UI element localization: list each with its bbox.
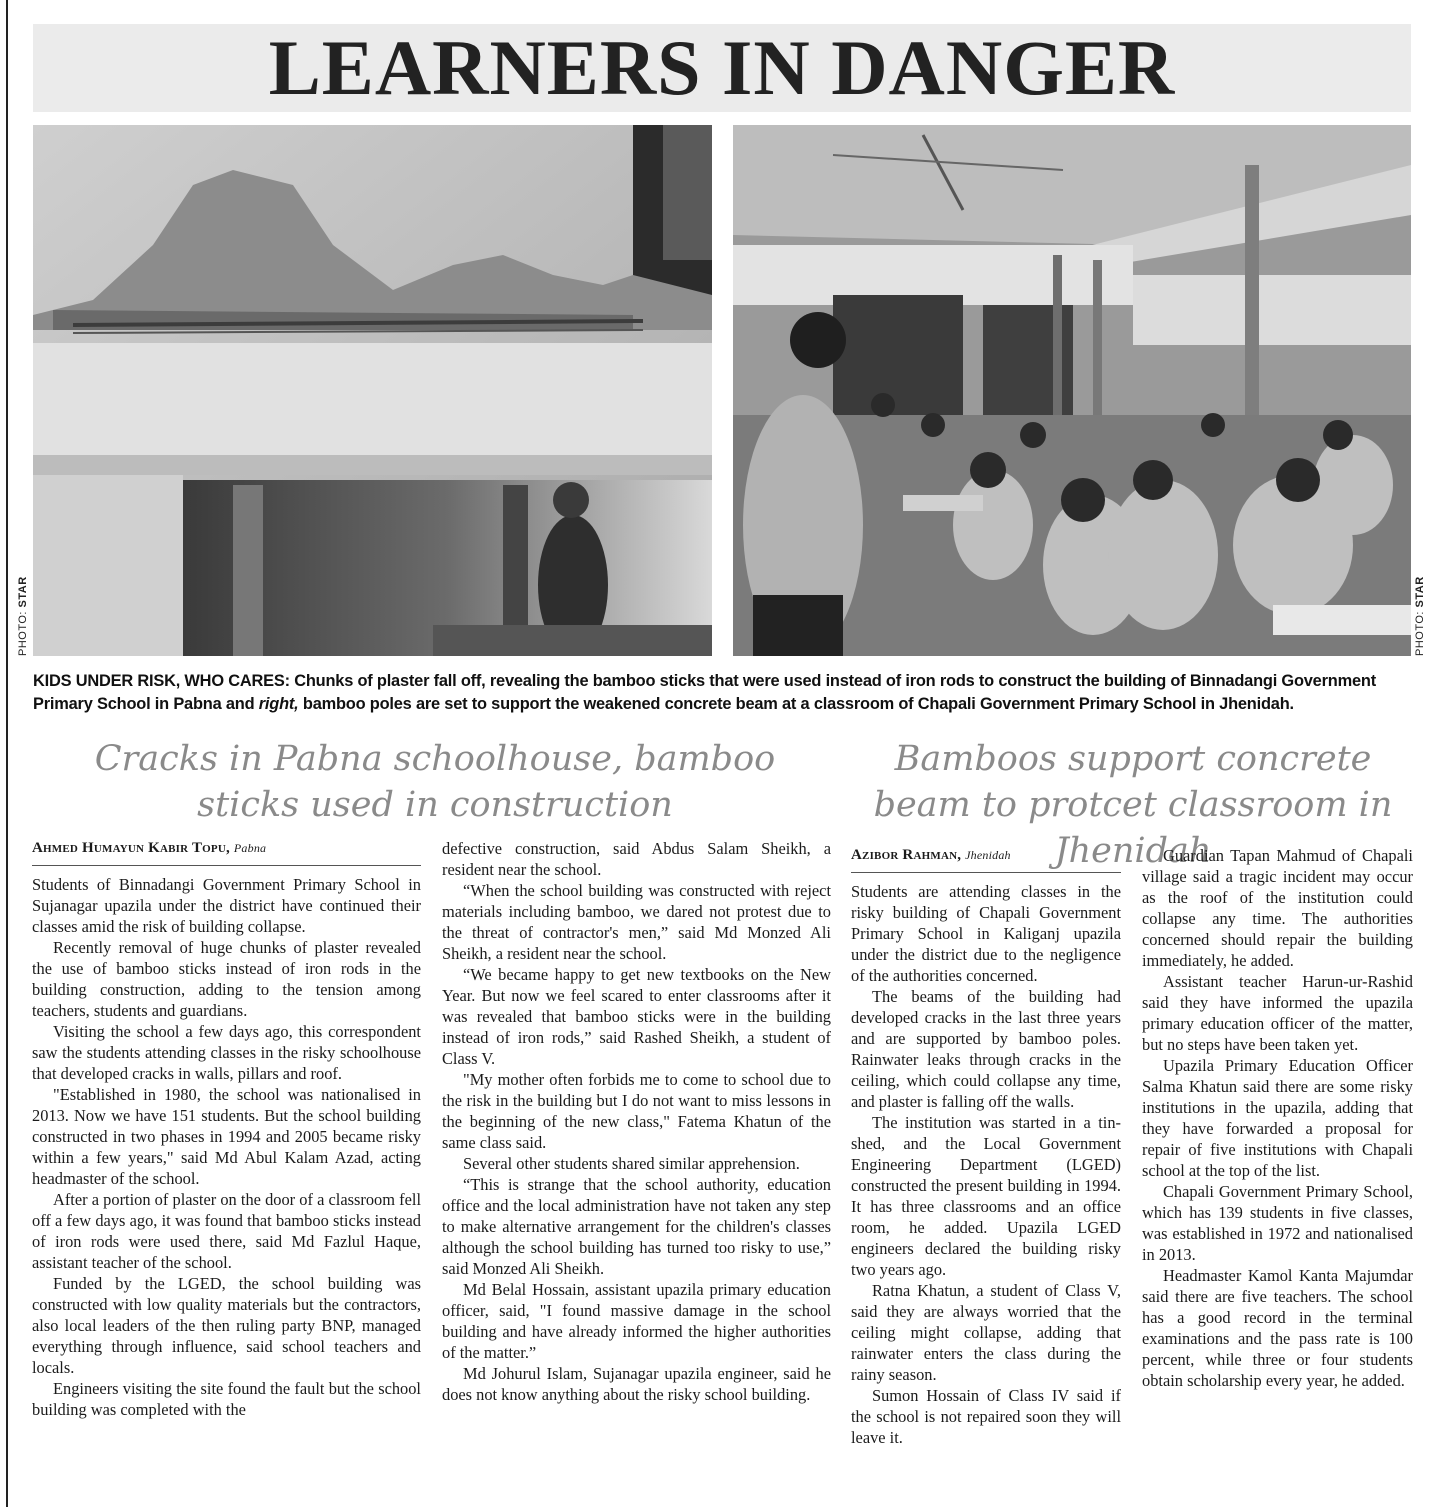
page-left-rule [6,0,8,1507]
story-jhenidah-column-2 [1142,845,1413,1507]
photo-caption [33,670,1413,716]
paragraph: The beams of the building had developed cracks in the last three years and are supported by bamboo poles. Rainwater leaks through cracks in the ceiling, which could collapse any time, and plaster is falling off the walls. [851,987,1121,1111]
photo-credit-prefix: PHOTO: [1414,611,1426,656]
paragraph: “We became happy to get new textbooks on the New Year. But now we feel scared to enter classrooms after it was revealed that bamboo sticks were in the building instead of iron rods,” said Rashed Sheikh, a student of Class V. [442,965,831,1068]
paragraph: Upazila Primary Education Officer Salma Khatun said there are some risky institutions in the upazila, adding that they have forwarded a proposal for repair of five institutions with Chapali school at the top of the list. [1142,1056,1413,1180]
caption-italic: right, [258,695,299,713]
byline-pabna [32,838,421,866]
paragraph: Chapali Government Primary School, which has 139 students in five classes, was established in 1972 and nationalised in 2013. [1142,1182,1413,1264]
paragraph: Guardian Tapan Mahmud of Chapali village said a tragic incident may occur as the roof of the institution could collapse any time. The authorities concerned should repair the building immediately, he added. [1142,846,1413,970]
photo-cracked-plaster [33,125,712,656]
paragraph: “When the school building was constructed with reject materials including bamboo, we dared not protest due to the threat of contractor's men,” said Md Monzed Ali Sheikh, a resident near the school. [442,881,831,963]
paragraph: Ratna Khatun, a student of Class V, said they are always worried that the ceiling might collapse, adding that rainwater enters the class during the rainy season. [851,1281,1121,1384]
paragraph: Headmaster Kamol Kanta Majumdar said there are five teachers. The school has a good record in the terminal examinations and the pass rate is 100 percent, while three or four students obtain scholarship every year, he added. [1142,1266,1413,1390]
photo-credit-prefix: PHOTO: [17,611,29,656]
paragraph: Students are attending classes in the risky building of Chapali Government Primary School in Kaliganj upazila under the district due to the negligence of the authorities concerned. [851,882,1121,985]
byline-jhenidah [851,845,1121,873]
byline-place: Pabna [233,841,267,855]
paragraph: "My mother often forbids me to come to school due to the risk in the building but I do not want to miss lessons in the beginning of the new class," Fatema Khatun of the same class said. [442,1070,831,1152]
byline-author: Azibor Rahman, [851,847,962,863]
photo-credit-left [17,576,29,656]
photo-classroom-bamboo-poles [733,125,1411,656]
story-pabna-column-2 [442,838,831,1507]
byline-author: Ahmed Humayun Kabir Topu, [32,840,230,856]
caption-text-2: bamboo poles are set to support the weakened concrete beam at a classroom of Chapali Government Primary School in Jhenidah. [298,695,1294,713]
headline-pabna: Cracks in Pabna schoolhouse, bamboo sticks used in construction [94,739,776,825]
headline-jhenidah: Bamboos support concrete beam to protcet classroom in Jhenidah [873,739,1393,871]
caption-text-1: Chunks of plaster fall off, revealing the bamboo sticks that were used instead of iron rods to construct the building of Binnadangi Government Primary School in Pabna and [33,672,1376,713]
paragraph: Funded by the LGED, the school building was constructed with low quality materials but the contractors, also local leaders of the then ruling party BNP, managed everything through influence, said school teachers and locals. [32,1274,421,1377]
paragraph: “This is strange that the school authority, education office and the local administration have not taken any step to make alternative arrangement for the children's classes although the school building has turned too risky to use,” said Monzed Ali Sheikh. [442,1175,831,1278]
photo-credit-right [1414,576,1426,656]
caption-lead: KIDS UNDER RISK, WHO CARES: [33,672,290,690]
paragraph: "Established in 1980, the school was nationalised in 2013. Now we have 151 students. But the school building constructed in two phases in 1994 and 2005 became risky within a few years," said Md Abul Kalam Azad, acting headmaster of the school. [32,1085,421,1188]
story-pabna-column-1 [32,838,421,1507]
section-title: LEARNERS IN DANGER [268,24,1176,111]
paragraph: defective construction, said Abdus Salam Sheikh, a resident near the school. [442,839,831,879]
photo-credit-name: STAR [17,576,29,608]
section-banner [33,24,1411,112]
paragraph: Visiting the school a few days ago, this correspondent saw the students attending classes in the risky schoolhouse that developed cracks in walls, pillars and roof. [32,1022,421,1083]
paragraph: Recently removal of huge chunks of plaster revealed the use of bamboo sticks instead of iron rods in the building construction, adding to the tension among teachers, students and guardians. [32,938,421,1020]
paragraph: Engineers visiting the site found the fault but the school building was completed with the [32,1379,421,1419]
paragraph: Sumon Hossain of Class IV said if the school is not repaired soon they will leave it. [851,1386,1121,1447]
paragraph: Students of Binnadangi Government Primary School in Sujanagar upazila under the district have continued their classes amid the risk of building collapse. [32,875,421,936]
story-jhenidah-column-1 [851,845,1121,1507]
photo-credit-name: STAR [1414,576,1426,608]
paragraph: The institution was started in a tin-shed, and the Local Government Engineering Department (LGED) constructed the present building in 1994. It has three classrooms and an office room, he added. Upazila LGED engineers declared the building risky two years ago. [851,1113,1121,1279]
paragraph: Assistant teacher Harun-ur-Rashid said they have informed the upazila primary education officer of the matter, but no steps have been taken yet. [1142,972,1413,1054]
paragraph: After a portion of plaster on the door of a classroom fell off a few days ago, it was found that bamboo sticks instead of iron rods were used there, said Md Fazlul Haque, assistant teacher of the school. [32,1190,421,1272]
byline-place: Jhenidah [965,848,1011,862]
paragraph: Several other students shared similar apprehension. [463,1154,800,1173]
paragraph: Md Belal Hossain, assistant upazila primary education officer, said, "I found massive damage in the school building and have already informed the higher authorities of the matter.” [442,1280,831,1362]
paragraph: Md Johurul Islam, Sujanagar upazila engineer, said he does not know anything about the risky school building. [442,1364,831,1404]
